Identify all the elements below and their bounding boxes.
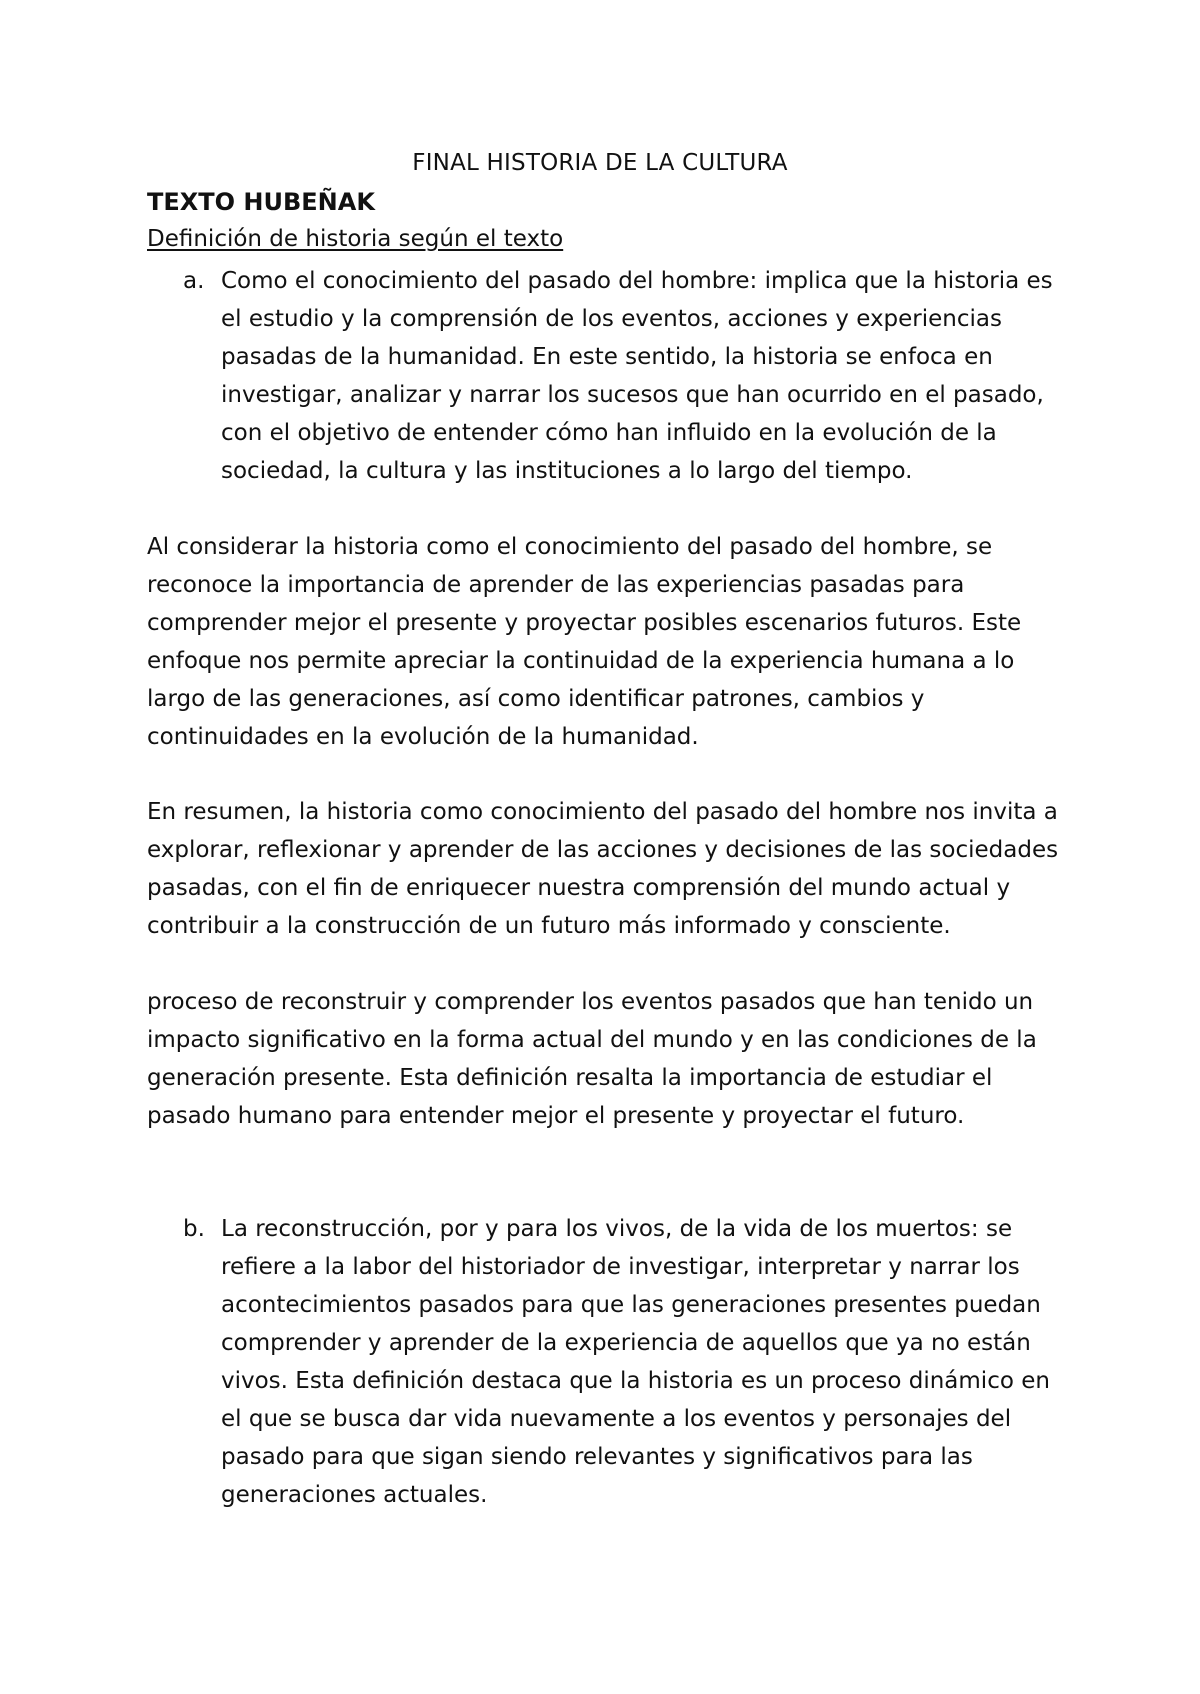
list-item-b-text: La reconstrucción, por y para los vivos, de la vida de los muertos: se refiere a la labor del historiador de investigar, interpretar y narrar los acontecimientos pasados para que las generaciones presentes puedan comprender y aprender de la experiencia de aquellos que ya no están vivos. Esta definición destaca que la historia es un proceso dinámico en el que se busca dar vida nuevamente a los eventos y personajes del pasado para que sigan siendo relevantes y significativos para las generaciones actuales. <box>221 1216 1050 1508</box>
body-paragraph-1: Al considerar la historia como el conocimiento del pasado del hombre, se reconoce la importancia de aprender de las experiencias pasadas para comprender mejor el presente y proyectar posibles escenarios futuros. Este enfoque nos permite apreciar la continuidad de la experiencia humana a lo largo de las generaciones, así como identificar patrones, cambios y continuidades en la evolución de la humanidad. <box>147 534 1022 750</box>
list-item-a-text: Como el conocimiento del pasado del hombre: implica que la historia es el estudio y la comprensión de los eventos, acciones y experiencias pasadas de la humanidad. En este sentido, la historia se enfoca en investigar, analizar y narrar los sucesos que han ocurrido en el pasado, con el objetivo de entender cómo han influido en la evolución de la sociedad, la cultura y las instituciones a lo largo del tiempo. <box>221 268 1053 484</box>
document-title: FINAL HISTORIA DE LA CULTURA <box>412 150 788 176</box>
list-marker-b: b. <box>183 1216 205 1242</box>
definition-subheading: Definición de historia según el texto <box>147 226 564 252</box>
section-heading: TEXTO HUBEÑAK <box>147 188 375 216</box>
body-paragraph-2: En resumen, la historia como conocimiento del pasado del hombre nos invita a explorar, reflexionar y aprender de las acciones y decisiones de las sociedades pasadas, con el fin de enriquecer nuestra comprensión del mundo actual y contribuir a la construcción de un futuro más informado y consciente. <box>147 799 1059 939</box>
list-marker-a: a. <box>183 268 205 294</box>
list-item-b <box>147 1210 1072 1514</box>
list-item-a <box>147 262 1072 490</box>
body-paragraph-3: proceso de reconstruir y comprender los eventos pasados que han tenido un impacto significativo en la forma actual del mundo y en las condiciones de la generación presente. Esta definición resalta la importancia de estudiar el pasado humano para entender mejor el presente y proyectar el futuro. <box>147 989 1037 1129</box>
